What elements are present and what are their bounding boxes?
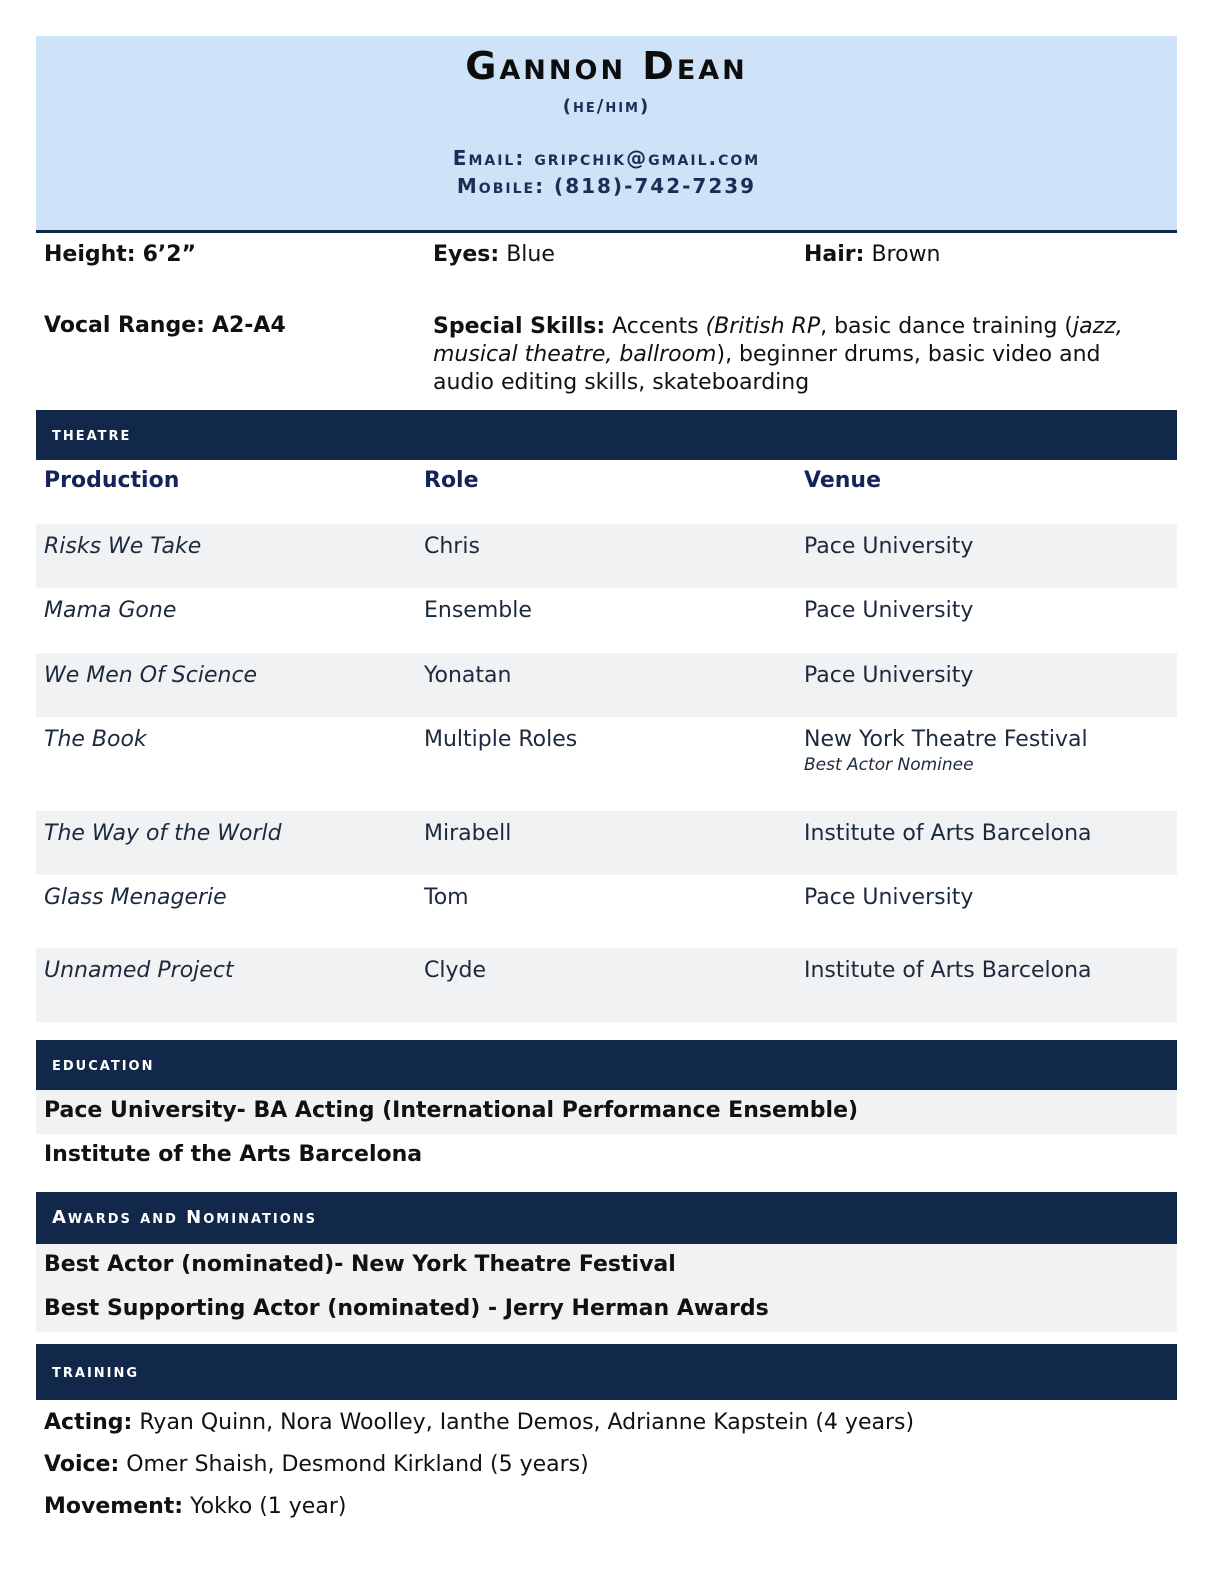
award-item: Best Supporting Actor (nominated) - Jerry Herman Awards: [44, 1296, 769, 1321]
venue-cell: Institute of Arts Barcelona: [804, 821, 1092, 846]
table-row: [36, 875, 1177, 948]
training-acting: [44, 1410, 914, 1435]
skills-accent-list: (British RP: [705, 314, 821, 339]
awards-section-header: [36, 1192, 1177, 1244]
role-cell: Multiple Roles: [424, 727, 578, 752]
height-stat: [44, 242, 196, 267]
venue-cell: New York Theatre Festival: [804, 727, 1088, 752]
table-row: [36, 948, 1177, 1022]
table-row: [36, 653, 1177, 717]
vocal-label: Vocal Range:: [44, 313, 205, 338]
venue-cell: Institute of Arts Barcelona: [804, 958, 1092, 983]
role-cell: Tom: [424, 885, 469, 910]
actor-name: Gannon Dean: [465, 44, 748, 88]
role-cell: Chris: [424, 534, 480, 559]
production-cell: We Men Of Science: [44, 663, 258, 688]
training-value: Omer Shaish, Desmond Kirkland (5 years): [119, 1452, 589, 1477]
production-cell: Mama Gone: [44, 598, 177, 623]
role-cell: Clyde: [424, 958, 486, 983]
table-row: [36, 588, 1177, 652]
skills-text-1: Accents: [612, 314, 706, 339]
skills-text-3: ), beginner drums, basic video and audio editing skills, skateboarding: [433, 342, 1101, 395]
production-cell: The Book: [44, 727, 147, 752]
venue-cell: Pace University: [804, 663, 974, 688]
production-cell: Glass Menagerie: [44, 885, 227, 910]
table-row: [36, 811, 1177, 875]
hair-label: Hair:: [804, 242, 865, 267]
hair-value: Brown: [871, 242, 941, 267]
production-cell: Unnamed Project: [44, 958, 234, 983]
theatre-section-header: [36, 410, 1177, 460]
theatre-title: theatre: [52, 424, 132, 445]
award-note: Best Actor Nominee: [804, 755, 974, 775]
role-cell: Yonatan: [424, 663, 512, 688]
training-voice: [44, 1452, 589, 1477]
award-item: Best Actor (nominated)- New York Theatre Festival: [44, 1252, 676, 1277]
height-value: 6’2”: [142, 242, 197, 267]
production-cell: Risks We Take: [44, 534, 202, 559]
table-row: [36, 717, 1177, 811]
skills-label: Special Skills:: [433, 314, 606, 339]
vocal-range-stat: [44, 313, 286, 338]
production-cell: The Way of the World: [44, 821, 282, 846]
mobile-value[interactable]: (818)-742-7239: [554, 174, 757, 198]
education-item: Pace University- BA Acting (International Performance Ensemble): [44, 1098, 859, 1123]
email-value[interactable]: gripchik@gmail.com: [534, 146, 761, 170]
height-label: Height:: [44, 242, 136, 267]
role-cell: Mirabell: [424, 821, 512, 846]
skills-dance-list: jazz, musical theatre, ballroom: [433, 314, 1123, 367]
special-skills: [433, 313, 1163, 397]
venue-cell: Pace University: [804, 885, 974, 910]
training-value: Yokko (1 year): [183, 1494, 347, 1519]
training-label: Acting:: [44, 1410, 133, 1435]
eyes-label: Eyes:: [433, 242, 500, 267]
mobile-line: [36, 174, 1177, 198]
vocal-value: A2-A4: [211, 313, 286, 338]
education-title: education: [52, 1054, 155, 1075]
venue-cell: Pace University: [804, 534, 974, 559]
training-title: training: [52, 1361, 140, 1382]
training-label: Voice:: [44, 1452, 120, 1477]
training-section-header: [36, 1344, 1177, 1400]
awards-title: Awards and Nominations: [52, 1207, 317, 1228]
mobile-label: Mobile:: [456, 174, 546, 198]
column-header-role: Role: [424, 468, 479, 493]
training-value: Ryan Quinn, Nora Woolley, Ianthe Demos, Adrianne Kapstein (4 years): [132, 1410, 915, 1435]
eyes-stat: [433, 242, 555, 267]
list-item: [36, 1090, 1177, 1134]
role-cell: Ensemble: [424, 598, 532, 623]
training-label: Movement:: [44, 1494, 184, 1519]
column-header-venue: Venue: [804, 468, 881, 493]
venue-cell: Pace University: [804, 598, 974, 623]
column-header-production: Production: [44, 468, 180, 493]
awards-list: [36, 1244, 1177, 1332]
hair-stat: [804, 242, 941, 267]
education-item: Institute of the Arts Barcelona: [44, 1142, 423, 1167]
eyes-value: Blue: [506, 242, 555, 267]
email-line: [36, 146, 1177, 170]
email-label: Email:: [452, 146, 526, 170]
pronouns: (he/him): [562, 96, 651, 117]
table-row: [36, 524, 1177, 588]
training-movement: [44, 1494, 346, 1519]
header-banner: [36, 36, 1177, 233]
education-section-header: [36, 1040, 1177, 1090]
list-item: [36, 1134, 1177, 1178]
skills-text-2: , basic dance training (: [820, 314, 1074, 339]
